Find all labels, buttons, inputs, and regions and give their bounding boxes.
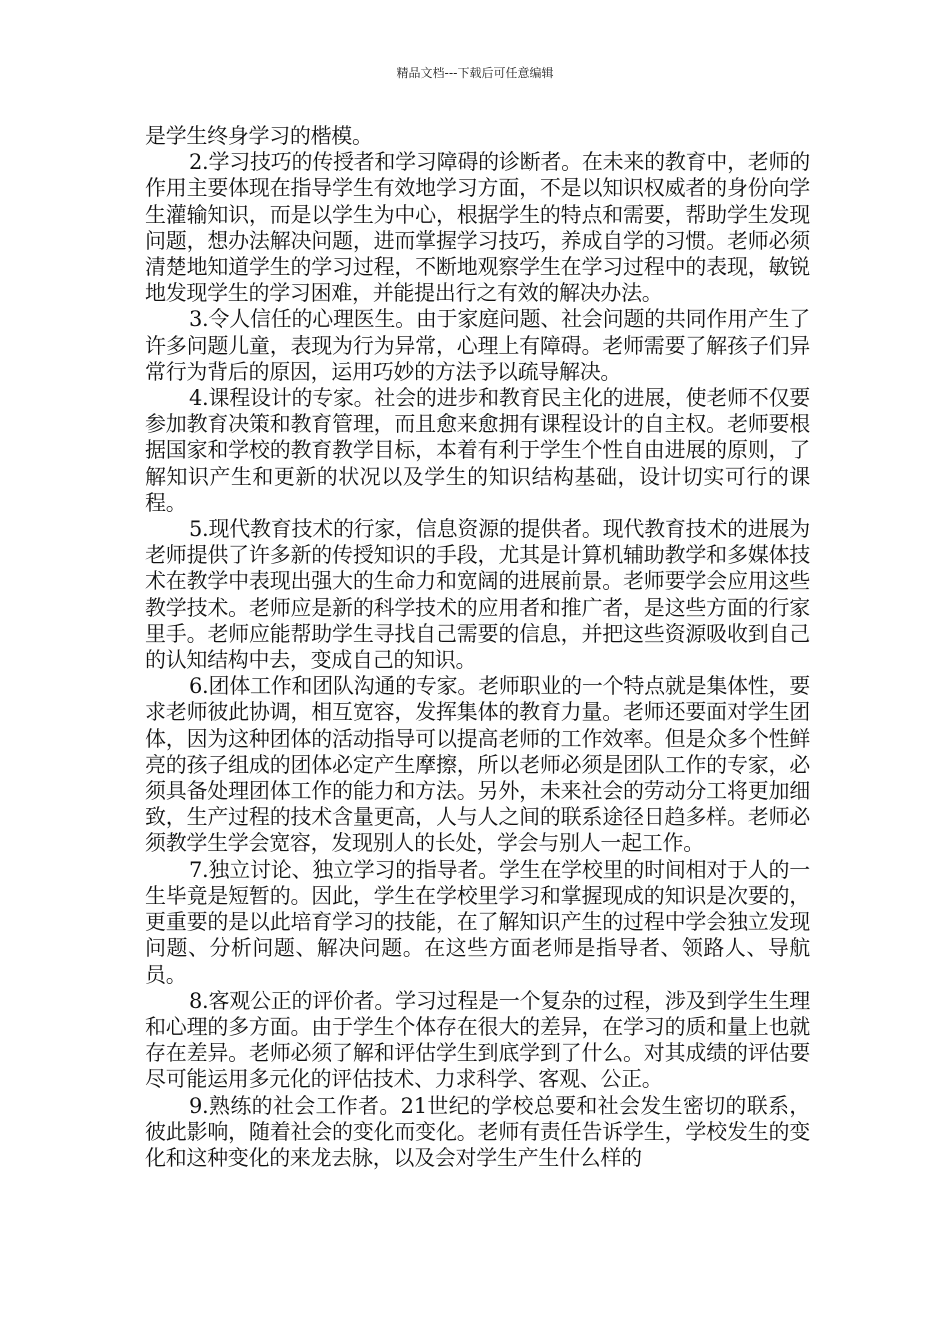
document-body bbox=[145, 123, 810, 1171]
paragraph-item-6: 6.团体工作和团队沟通的专家。老师职业的一个特点就是集体性，要求老师彼此协调，相互宽容，发挥集体的教育力量。老师还要面对学生团体，因为这种团体的活动指导可以提高老师的工作效率。但是众多个性鲜亮的孩子组成的团体必定产生摩擦，所以老师必须是团队工作的专家，必须具备处理团体工作的能力和方法。另外，未来社会的劳动分工将更加细致，生产过程的技术含量更高，人与人之间的联系途径日趋多样。老师必须教学生学会宽容，发现别人的长处，学会与别人一起工作。 bbox=[145, 674, 810, 856]
paragraph-item-2: 2.学习技巧的传授者和学习障碍的诊断者。在未来的教育中，老师的作用主要体现在指导学生有效地学习方面，不是以知识权威者的身份向学生灌输知识，而是以学生为中心，根据学生的特点和需要，帮助学生发现问题，想办法解决问题，进而掌握学习技巧，养成自学的习惯。老师必须清楚地知道学生的学习过程，不断地观察学生在学习过程中的表现，敏锐地发现学生的学习困难，并能提出行之有效的解决办法。 bbox=[145, 150, 810, 306]
paragraph-item-8: 8.客观公正的评价者。学习过程是一个复杂的过程，涉及到学生生理和心理的多方面。由于学生个体存在很大的差异，在学习的质和量上也就存在差异。老师必须了解和评估学生到底学到了什么。对其成绩的评估要尽可能运用多元化的评估技术、力求科学、客观、公正。 bbox=[145, 988, 810, 1092]
paragraph-continuation: 是学生终身学习的楷模。 bbox=[145, 124, 373, 148]
paragraph-item-4: 4.课程设计的专家。社会的进步和教育民主化的进展，使老师不仅要参加教育决策和教育管理，而且愈来愈拥有课程设计的自主权。老师要根据国家和学校的教育教学目标，本着有利于学生个性自由进展的原则，了解知识产生和更新的状况以及学生的知识结构基础，设计切实可行的课程。 bbox=[145, 386, 810, 515]
page-header: 精品文档---下载后可任意编辑 bbox=[396, 66, 554, 80]
paragraph-item-7: 7.独立讨论、独立学习的指导者。学生在学校里的时间相对于人的一生毕竟是短暂的。因此，学生在学校里学习和掌握现成的知识是次要的，更重要的是以此培育学习的技能，在了解知识产生的过程中学会独立发现问题、分析问题、解决问题。在这些方面老师是指导者、领路人、导航员。 bbox=[145, 857, 810, 987]
paragraph-item-9: 9.熟练的社会工作者。21世纪的学校总要和社会发生密切的联系，彼此影响，随着社会的变化而变化。老师有责任告诉学生，学校发生的变化和这种变化的来龙去脉，以及会对学生产生什么样的 bbox=[145, 1093, 810, 1170]
paragraph-item-3: 3.令人信任的心理医生。由于家庭问题、社会问题的共同作用产生了许多问题儿童，表现为行为异常，心理上有障碍。老师需要了解孩子们异常行为背后的原因，运用巧妙的方法予以疏导解决。 bbox=[145, 307, 810, 384]
paragraph-item-5: 5.现代教育技术的行家，信息资源的提供者。现代教育技术的进展为老师提供了许多新的传授知识的手段，尤其是计算机辅助教学和多媒体技术在教学中表现出强大的生命力和宽阔的进展前景。老师要学会应用这些教学技术。老师应是新的科学技术的应用者和推广者，是这些方面的行家里手。老师应能帮助学生寻找自己需要的信息，并把这些资源吸收到自己的认知结构中去，变成自己的知识。 bbox=[145, 517, 810, 673]
